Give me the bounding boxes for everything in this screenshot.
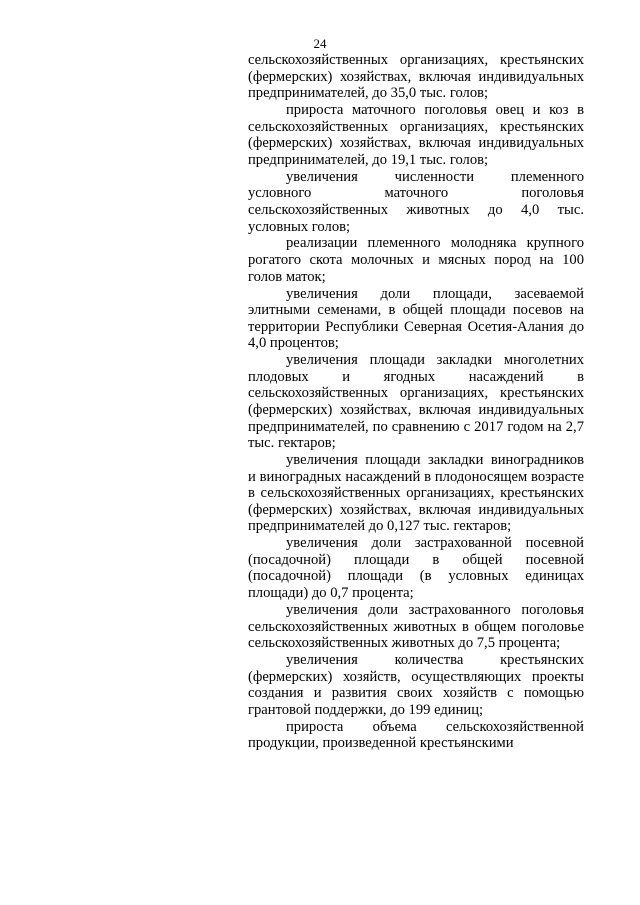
paragraph: увеличения численности племенного условного маточного поголовья сельскохозяйственных животных до 4,0 тыс. условных голов; <box>248 168 584 235</box>
paragraph: увеличения доли застрахованного поголовья сельскохозяйственных животных в общем поголовье сельскохозяйственных животных до 7,5 процента; <box>248 601 584 652</box>
paragraph: увеличения доли застрахованной посевной (посадочной) площади в общей посевной (посадочной) площади (в условных единицах площади) до 0,7 процента; <box>248 535 584 602</box>
paragraph: увеличения площади закладки виноградников и виноградных насаждений в плодоносящем возрасте в сельскохозяйственных организациях, крестьянских (фермерских) хозяйствах, включая индивидуальных предпринимателей до 0,127 тыс. гектаров; <box>248 452 584 535</box>
paragraph: увеличения доли площади, засеваемой элитными семенами, в общей площади посевов на территории Республики Северная Осетия-Алания до 4,0 процентов; <box>248 285 584 352</box>
paragraph: увеличения количества крестьянских (фермерских) хозяйств, осуществляющих проекты создания и развития своих хозяйств с помощью грантовой поддержки, до 199 единиц; <box>248 652 584 718</box>
paragraph-continuation: сельскохозяйственных организациях, крестьянских (фермерских) хозяйствах, включая индивидуальных предпринимателей, до 35,0 тыс. голов; <box>248 52 584 102</box>
page-number: 24 <box>313 36 327 51</box>
paragraph: увеличения площади закладки многолетних плодовых и ягодных насаждений в сельскохозяйственных организациях, крестьянских (фермерских) хозяйствах, включая индивидуальных предпринимателей, по сравнению с 2017 годом на 2,7 тыс. гектаров; <box>248 352 584 452</box>
paragraph: прироста маточного поголовья овец и коз в сельскохозяйственных организациях, крестьянских (фермерских) хозяйствах, включая индивидуальных предпринимателей, до 19,1 тыс. голов; <box>248 102 584 168</box>
paragraph: реализации племенного молодняка крупного рогатого скота молочных и мясных пород на 100 голов маток; <box>248 235 584 285</box>
document-body <box>248 52 584 752</box>
paragraph: прироста объема сельскохозяйственной продукции, произведенной крестьянскими <box>248 718 584 752</box>
